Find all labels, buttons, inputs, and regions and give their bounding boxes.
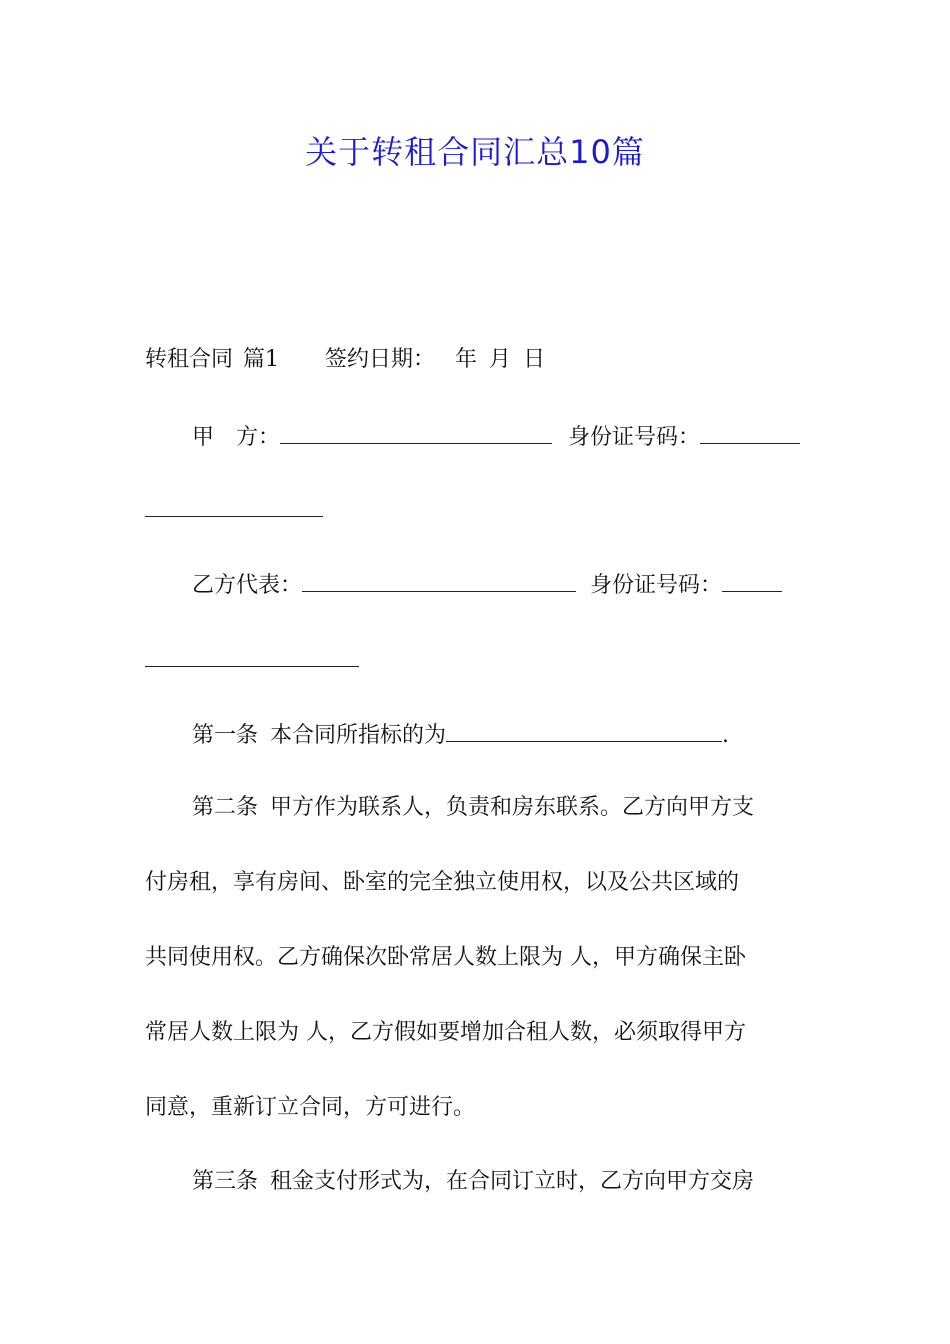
- article-1-end: .: [722, 723, 730, 748]
- part-number: 篇1: [243, 347, 280, 372]
- date-month: 月: [489, 347, 512, 372]
- article-2-line-3: 共同使用权。乙方确保次卧常居人数上限为 人，甲方确保主卧: [145, 945, 746, 970]
- article-2-line-1: [192, 792, 754, 824]
- article-2-text-1: 甲方作为联系人，负责和房东联系。乙方向甲方支: [270, 795, 755, 820]
- party-a-id-blank-continued: [145, 492, 323, 517]
- party-b-id-blank-continued: [145, 642, 359, 667]
- party-a-id-label: 身份证号码：: [568, 425, 701, 450]
- party-b-label: 乙方代表：: [192, 573, 303, 598]
- party-a-id-blank: [700, 419, 800, 444]
- party-a-name-blank: [280, 419, 552, 444]
- party-a-line: [192, 419, 800, 454]
- date-day: 日: [523, 347, 546, 372]
- article-2-line-2: 付房租，享有房间、卧室的完全独立使用权，以及公共区域的: [145, 870, 740, 895]
- date-year: 年: [455, 347, 478, 372]
- party-b-id-label: 身份证号码：: [590, 573, 723, 598]
- article-3-prefix: 第三条: [192, 1169, 259, 1194]
- document-title: 关于转租合同汇总10篇: [305, 133, 645, 171]
- party-a-label: 甲 方：: [192, 425, 281, 450]
- contract-header-line: [145, 344, 545, 376]
- article-3-text-1: 租金支付形式为，在合同订立时，乙方向甲方交房: [270, 1169, 755, 1194]
- article-2-line-5: 同意，重新订立合同，方可进行。: [145, 1095, 476, 1120]
- article-2-line-4: 常居人数上限为 人，乙方假如要增加合租人数，必须取得甲方: [145, 1020, 746, 1045]
- article-2-prefix: 第二条: [192, 795, 259, 820]
- sign-date-label: 签约日期：: [325, 347, 436, 372]
- article-1-prefix: 第一条: [192, 723, 259, 748]
- party-b-name-blank: [302, 567, 576, 592]
- article-3-line-1: [192, 1166, 754, 1198]
- party-b-id-blank: [722, 567, 782, 592]
- article-1: [192, 717, 729, 752]
- article-1-text: 本合同所指标的为: [270, 723, 447, 748]
- section-name: 转租合同: [145, 347, 234, 372]
- article-1-subject-blank: [446, 717, 722, 742]
- party-b-line: [192, 567, 782, 602]
